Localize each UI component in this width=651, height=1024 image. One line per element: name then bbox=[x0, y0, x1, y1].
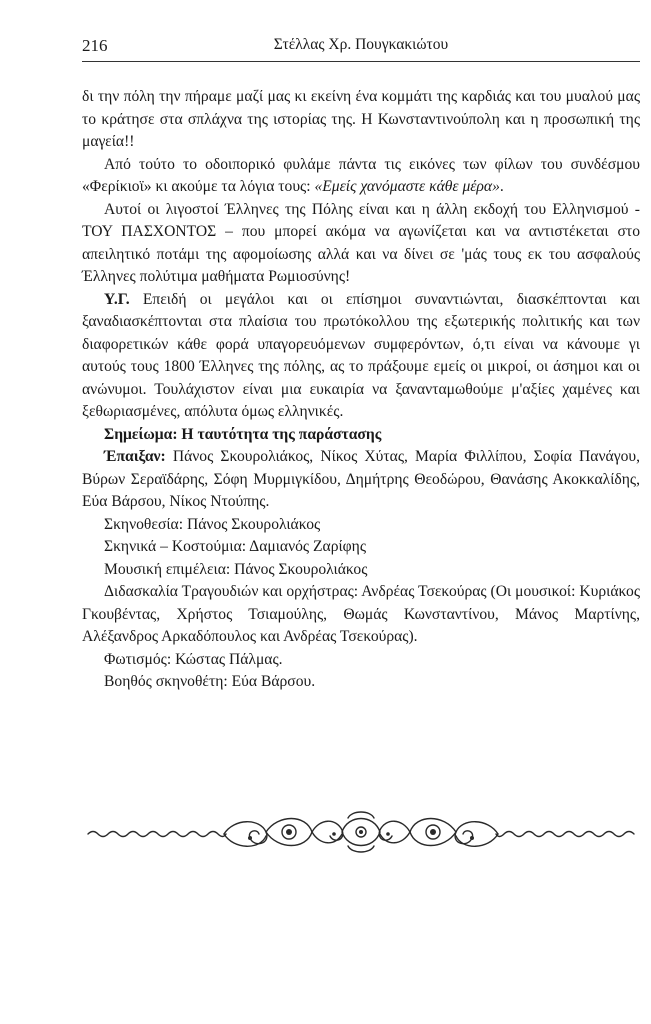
postscript-label: Υ.Γ. bbox=[104, 290, 130, 308]
credit-lighting: Φωτισμός: Κώστας Πάλμας. bbox=[104, 650, 283, 668]
book-page bbox=[82, 36, 640, 694]
credit-music: Μουσική επιμέλεια: Πάνος Σκουρολιάκος bbox=[104, 560, 368, 578]
paragraph-3: Αυτοί οι λιγοστοί Έλληνες της Πόλης είναι και η άλλη εκδοχή του Ελληνισμού - ΤΟΥ ΠΑΣΧΟΝΤΟΣ – που μπορεί ακόμα να αγωνίζεται και να αντιστέκεται στο απειλητικό ποτάμι της αφομοίωσης αλλά και να δίνει σε 'μάς τους εκ του ασφαλούς Έλληνες πολύτιμα μαθήματα Ρωμιοσύνης! bbox=[82, 200, 640, 285]
page-number: 216 bbox=[82, 36, 108, 55]
credit-direction: Σκηνοθεσία: Πάνος Σκουρολιάκος bbox=[104, 515, 321, 533]
paragraph-1: δι την πόλη την πήραμε μαζί μας κι εκείνη ένα κομμάτι της καρδιάς και του μυαλού μας το κράτησε στα σπλάχνα της ιστορίας της. Η Κωνσταντινούπολη και η προσωπική της μαγεία!! bbox=[82, 88, 640, 150]
paragraph-2-end: . bbox=[499, 178, 504, 195]
cast-label: Έπαιξαν: bbox=[104, 448, 166, 465]
paragraph-2 bbox=[82, 154, 640, 199]
credit-sets: Σκηνικά – Κοστούμια: Δαμιανός Ζαρίφης bbox=[104, 538, 367, 555]
postscript-text: Επειδή οι μεγάλοι και οι επίσημοι συναντιώνται, διασκέπτονται και ξαναδιασκέπτονται στα πλαίσια του πρωτόκολλου της εξωτερικής πολιτικής και των διαφορετικών κάθε φορά υπαγορευόμενων συμφερόντων, ό,τι είναι να κάνουμε γι αυτούς τους 1800 Έλληνες της πόλης, ας το πράξουμε εμείς οι μικροί, οι άσημοι και οι ανώνυμοι. Τουλάχιστον είναι μια ευκαιρία να ξανανταμωθούμε μ'αξίες χαμένες και ξεθωριασμένες, απόλυτα όμως ελληνικές. bbox=[82, 290, 640, 420]
decorative-scroll-ornament-icon bbox=[82, 808, 640, 856]
running-head: Στέλλας Χρ. Πουγκακιώτου bbox=[273, 36, 449, 53]
credit-songs: Διδασκαλία Τραγουδιών και ορχήστρας: Ανδρέας Τσεκούρας (Οι μουσικοί: Κυριάκος Γκουβέντας, Χρήστος Τσιαμούλης, Θωμάς Κωνσταντίνου, Μάνος Μαρτίνης, Αλέξανδρος Αρκαδόπουλος και Ανδρέας Τσεκούρας). bbox=[82, 583, 640, 645]
credit-assistant-director: Βοηθός σκηνοθέτη: Εύα Βάρσου. bbox=[104, 673, 316, 690]
cast-list bbox=[82, 446, 640, 514]
paragraph-2-text: Από τούτο το οδοιπορικό φυλάμε πάντα τις εικόνες των φίλων του συνδέσμου «Φερίκιοϊ» κι ακούμε τα λόγια τους: bbox=[82, 155, 640, 195]
cast-names: Πάνος Σκουρολιάκος, Νίκος Χύτας, Μαρία Φιλλίπου, Σοφία Πανάγου, Βύρων Σεραϊδάρης, Σόφη Μυρμιγκίδου, Δημήτρης Θεοδώρου, Θανάσης Ακοκκαλίδης, Εύα Βάρσου, Νίκος Ντούπης. bbox=[82, 448, 640, 510]
page-header bbox=[82, 36, 640, 62]
note-heading: Σημείωμα: Η ταυτότητα της παράστασης bbox=[104, 425, 382, 443]
paragraph-2-quote: «Εμείς χανόμαστε κάθε μέρα» bbox=[314, 178, 500, 195]
paragraph-4 bbox=[82, 289, 640, 424]
page-body bbox=[82, 86, 640, 694]
